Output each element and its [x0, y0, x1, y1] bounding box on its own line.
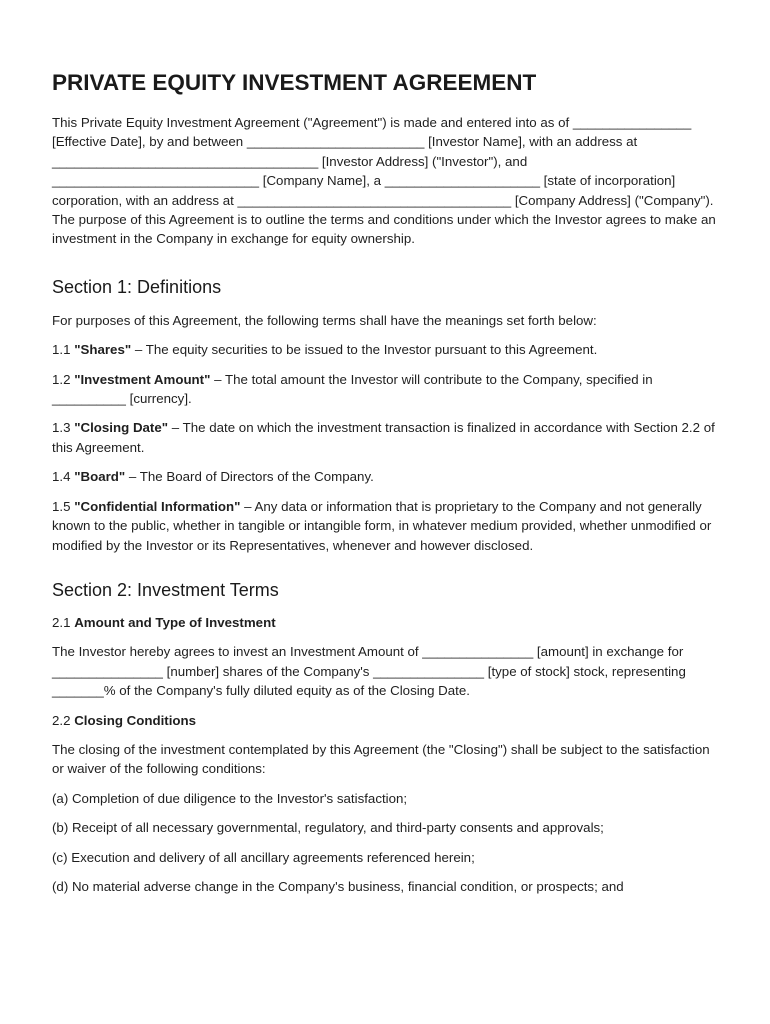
definition-term: "Investment Amount" — [74, 371, 211, 387]
definition-item: 1.1 "Shares" – The equity securities to be issued to the Investor pursuant to this Agreement. — [52, 342, 598, 358]
section-1-lead: For purposes of this Agreement, the following terms shall have the meanings set forth below: — [52, 312, 597, 328]
condition-item: (c) Execution and delivery of all ancillary agreements referenced herein; — [52, 849, 475, 865]
section-1-heading: Section 1: Definitions — [52, 276, 222, 297]
condition-item: (d) No material adverse change in the Company's business, financial condition, or prospects; and — [52, 878, 624, 894]
subsection-2-2-heading: 2.2 Closing Conditions — [52, 712, 197, 728]
definition-term: "Board" — [74, 469, 126, 485]
intro-paragraph: This Private Equity Investment Agreement ("Agreement") is made and entered into as of ________________ [Effective Date], by and between ________________________ [Investor Name], with an address at ____________________________________ [Investor Address] ("Investor"), and ____________________________ [Company Name], a _____________________ [state of incorporation] corporation, with an address at _____________________________________ [Company Address] ("Company"). The purpose of this Agreement is to outline the terms and conditions under which the Investor agrees to make an investment in the Company in exchange for equity ownership. — [52, 115, 716, 247]
subsection-2-2-text: The closing of the investment contemplated by this Agreement (the "Closing") shall be subject to the satisfaction or waiver of the following conditions: — [52, 741, 710, 777]
document-title: PRIVATE EQUITY INVESTMENT AGREEMENT — [52, 70, 537, 95]
definition-term: "Closing Date" — [74, 420, 169, 436]
definition-term: "Confidential Information" — [74, 498, 241, 514]
definition-item: 1.2 "Investment Amount" – The total amount the Investor will contribute to the Company, specified in __________ [currency]. — [52, 371, 653, 407]
condition-item: (b) Receipt of all necessary governmental, regulatory, and third-party consents and approvals; — [52, 820, 604, 836]
subsection-2-1-heading: 2.1 Amount and Type of Investment — [52, 614, 276, 630]
definition-item: 1.3 "Closing Date" – The date on which the investment transaction is finalized in accordance with Section 2.2 of this Agreement. — [52, 420, 715, 455]
condition-item: (a) Completion of due diligence to the Investor's satisfaction; — [52, 790, 408, 806]
subsection-2-1-text: The Investor hereby agrees to invest an Investment Amount of _______________ [amount] in exchange for _______________ [number] shares of the Company's _______________ [type of stock] stock, representing _______% of the Company's fully diluted equity as of the Closing Date. — [52, 644, 686, 699]
section-2-heading: Section 2: Investment Terms — [52, 579, 279, 600]
definition-item: 1.4 "Board" – The Board of Directors of the Company. — [52, 469, 374, 485]
definition-item: 1.5 "Confidential Information" – Any data or information that is proprietary to the Company and not generally known to the public, whether in tangible or intangible form, in whatever medium provided, whether unmodified or modified by the Investor or its Representatives, whenever and however disclosed. — [52, 498, 712, 553]
definition-term: "Shares" — [74, 342, 132, 358]
document-page — [52, 70, 720, 896]
